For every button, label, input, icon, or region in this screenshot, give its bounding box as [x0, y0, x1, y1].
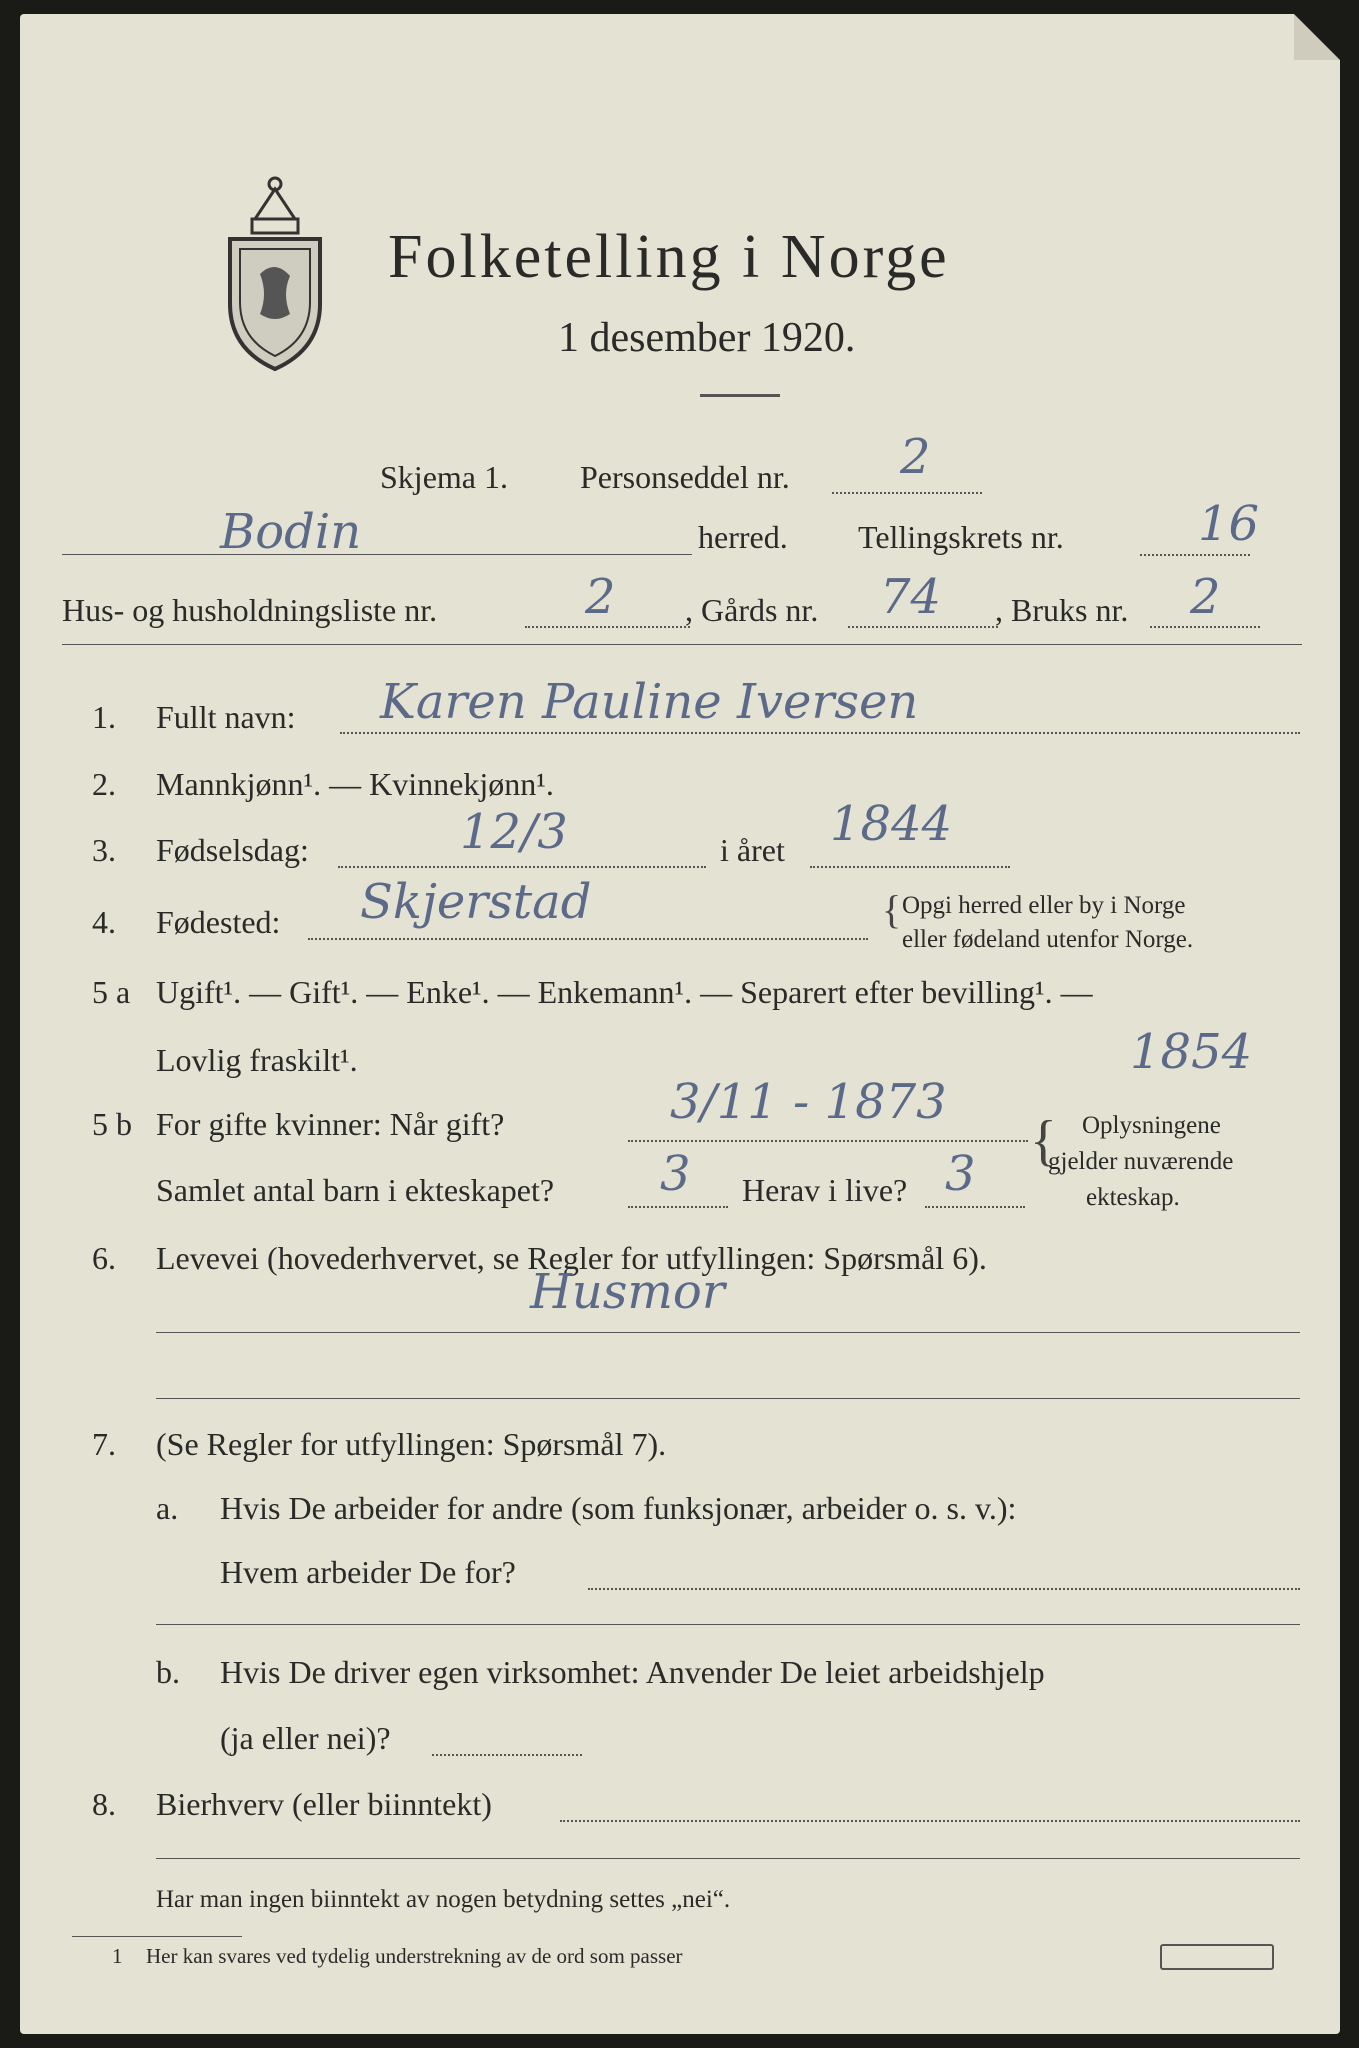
marital-options: Ugift¹. — Gift¹. — Enke¹. — Enkemann¹. — Separert efter bevilling¹. — [156, 974, 1093, 1010]
brace-icon: { [1030, 1110, 1057, 1172]
birthplace-value: Skjerstad [360, 874, 592, 930]
occupation-field-1[interactable] [156, 1332, 1300, 1333]
q1-number: 1. [92, 699, 116, 735]
children-label: Samlet antal barn i ekteskapet? [156, 1172, 555, 1208]
folded-corner [1294, 14, 1340, 60]
birth-year-field[interactable] [810, 866, 1010, 868]
marriage-note-1: Oplysningene [1082, 1112, 1221, 1139]
birth-year-value: 1844 [830, 796, 953, 852]
birthplace-note-1: Opgi herred eller by i Norge [902, 892, 1186, 919]
q1-label: Fullt navn: [156, 699, 296, 735]
side-income-label: Bierhverv (eller biinntekt) [156, 1786, 492, 1822]
alive-value: 3 [945, 1146, 976, 1202]
gards-label: , Gårds nr. [685, 592, 819, 628]
birthplace-note-2: eller fødeland utenfor Norge. [902, 926, 1194, 953]
children-value: 3 [660, 1146, 691, 1202]
q4-label: Fødested: [156, 904, 281, 940]
q7b-label: Hvis De driver egen virksomhet: Anvender De leiet arbeidshjelp [220, 1654, 1045, 1690]
occupation-value: Husmor [530, 1264, 725, 1320]
skjema-label: Skjema 1. [380, 459, 508, 495]
q4-number: 4. [92, 904, 116, 940]
side-income-field-2[interactable] [156, 1858, 1300, 1859]
personseddel-label: Personseddel nr. [580, 459, 790, 495]
gender-options: Mannkjønn¹. — Kvinnekjønn¹. [156, 766, 554, 802]
tellingskrets-value: 16 [1198, 496, 1260, 552]
bruks-value: 2 [1190, 569, 1221, 625]
q7-label: (Se Regler for utfyllingen: Spørsmål 7). [156, 1426, 667, 1462]
brace-icon: { [882, 887, 902, 932]
q7a-label: Hvis De arbeider for andre (som funksjonær, arbeider o. s. v.): [220, 1490, 1017, 1526]
footnote-text: Her kan svares ved tydelig understrekning av de ord som passer [146, 1944, 683, 1968]
census-form [20, 14, 1340, 2034]
printer-stamp-icon [1160, 1944, 1274, 1970]
occupation-field-2[interactable] [156, 1398, 1300, 1399]
herred-label: herred. [698, 519, 788, 555]
marriage-note-2: gjelder nuværende [1048, 1148, 1234, 1175]
occupation-label: Levevei (hovederhvervet, se Regler for utfyllingen: Spørsmål 6). [156, 1240, 987, 1276]
side-income-field[interactable] [560, 1820, 1300, 1822]
footnote-divider [72, 1936, 242, 1937]
marital-options-2: Lovlig fraskilt¹. [156, 1042, 358, 1078]
q7b-number: b. [156, 1654, 180, 1690]
hired-help-label: (ja eller nei)? [220, 1720, 391, 1756]
q5b-number: 5 b [92, 1106, 132, 1142]
husholdningsliste-field[interactable] [525, 626, 690, 628]
q7a-number: a. [156, 1490, 179, 1526]
personseddel-value: 2 [900, 429, 931, 485]
husholdningsliste-value: 2 [585, 569, 616, 625]
herred-field[interactable] [62, 554, 692, 555]
gards-value: 74 [880, 569, 942, 625]
children-field[interactable] [628, 1206, 728, 1208]
employer-field[interactable] [588, 1588, 1300, 1590]
full-name-field[interactable] [340, 732, 1300, 734]
divider [700, 394, 780, 397]
q7-number: 7. [92, 1426, 116, 1462]
married-when-field[interactable] [628, 1140, 1028, 1142]
employer-label: Hvem arbeider De for? [220, 1554, 516, 1590]
hired-help-field[interactable] [432, 1754, 582, 1756]
bruks-field[interactable] [1150, 626, 1260, 628]
tellingskrets-field[interactable] [1140, 554, 1250, 556]
gards-field[interactable] [848, 626, 998, 628]
q8-number: 8. [92, 1786, 116, 1822]
tellingskrets-label: Tellingskrets nr. [858, 519, 1064, 555]
footnote-mark: 1 [112, 1944, 123, 1968]
full-name-value: Karen Pauline Iversen [380, 674, 919, 730]
married-when-value: 3/11 - 1873 [670, 1074, 947, 1130]
q6-number: 6. [92, 1240, 116, 1276]
marriage-note-3: ekteskap. [1086, 1184, 1180, 1211]
married-when-label: For gifte kvinner: Når gift? [156, 1106, 505, 1142]
birthday-value: 12/3 [460, 804, 568, 860]
bruks-label: , Bruks nr. [995, 592, 1129, 628]
q2-number: 2. [92, 766, 116, 802]
q3-label: Fødselsdag: [156, 832, 309, 868]
alive-label: Herav i live? [742, 1172, 908, 1208]
marital-annotation: 1854 [1130, 1024, 1253, 1080]
personseddel-field[interactable] [832, 492, 982, 494]
birthplace-field[interactable] [308, 938, 868, 940]
birthday-field[interactable] [338, 866, 706, 868]
herred-value: Bodin [220, 504, 362, 560]
header-divider [62, 644, 1302, 645]
husholdningsliste-label: Hus- og husholdningsliste nr. [62, 592, 438, 628]
q5a-number: 5 a [92, 974, 131, 1010]
employer-field-2[interactable] [156, 1624, 1300, 1625]
coat-of-arms-icon [220, 164, 330, 374]
alive-field[interactable] [925, 1206, 1025, 1208]
footer-note: Har man ingen biinntekt av nogen betydning settes „nei“. [156, 1886, 731, 1913]
form-title: Folketelling i Norge [388, 223, 950, 291]
birth-year-label: i året [720, 832, 785, 868]
q3-number: 3. [92, 832, 116, 868]
census-date: 1 desember 1920. [558, 315, 856, 361]
